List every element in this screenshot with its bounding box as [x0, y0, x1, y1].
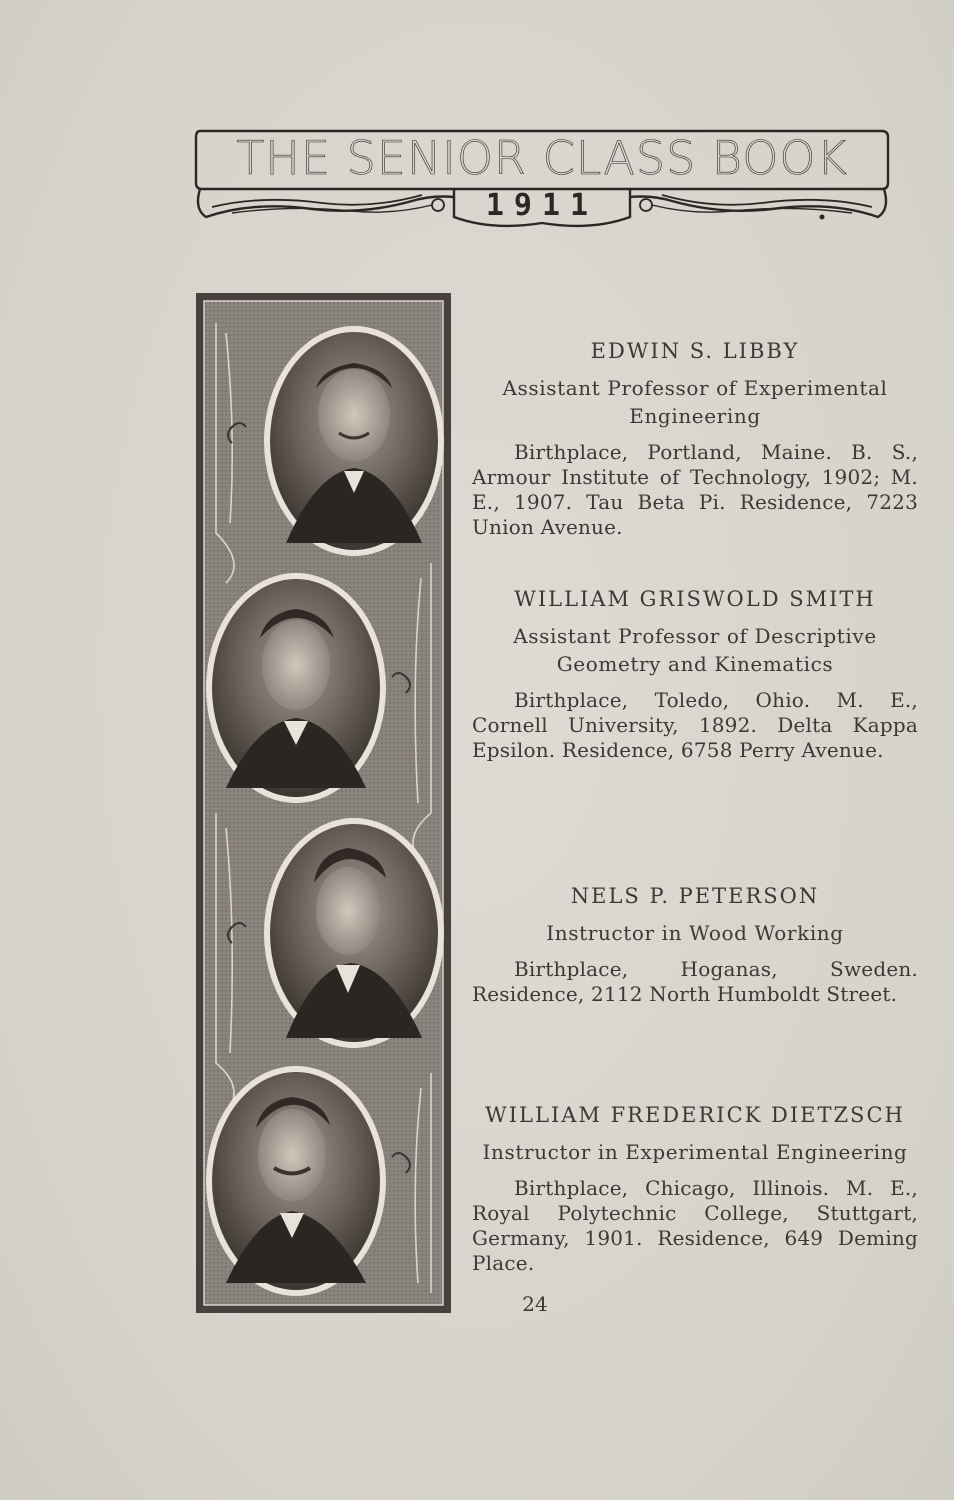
entry-title: Instructor in Experimental Engineering [482, 1140, 908, 1164]
entry-title: Assistant Professor of Experimental Engineering [502, 376, 888, 428]
masthead [192, 125, 892, 235]
entry-peterson [472, 883, 918, 1007]
portrait-panel [196, 293, 451, 1313]
entry-name: NELS P. PETERSON [570, 884, 820, 908]
entry-title: Instructor in Wood Working [546, 921, 844, 945]
masthead-title: THE SENIOR CLASS BOOK [236, 131, 848, 185]
entry-bio: Birthplace, Portland, Maine. B. S., Armour Institute of Technology, 1902; M. E., 1907. Tau Beta Pi. Residence, 7223 Union Avenue. [472, 440, 918, 539]
portrait-peterson [264, 818, 444, 1048]
page-number: 24 [522, 1292, 548, 1316]
entry-name: WILLIAM FREDERICK DIETZSCH [485, 1103, 905, 1127]
portrait-dietzsch [206, 1066, 386, 1296]
entry-smith [472, 586, 918, 763]
entry-name: WILLIAM GRISWOLD SMITH [514, 587, 876, 611]
portrait-libby [264, 326, 444, 556]
entry-libby [472, 338, 918, 540]
entry-bio: Birthplace, Hoganas, Sweden. Residence, 2112 North Humboldt Street. [472, 957, 918, 1006]
entry-bio: Birthplace, Chicago, Illinois. M. E., Royal Polytechnic College, Stuttgart, Germany, 1901. Residence, 649 Deming Place. [472, 1176, 918, 1275]
portrait-smith [206, 573, 386, 803]
entry-name: EDWIN S. LIBBY [590, 339, 800, 363]
masthead-year: 1911 [485, 188, 599, 223]
entry-dietzsch [472, 1102, 918, 1276]
entry-bio: Birthplace, Toledo, Ohio. M. E., Cornell University, 1892. Delta Kappa Epsilon. Residence, 6758 Perry Avenue. [472, 688, 918, 762]
entry-title: Assistant Professor of Descriptive Geometry and Kinematics [513, 624, 877, 676]
portrait-panel-art [196, 293, 451, 1313]
